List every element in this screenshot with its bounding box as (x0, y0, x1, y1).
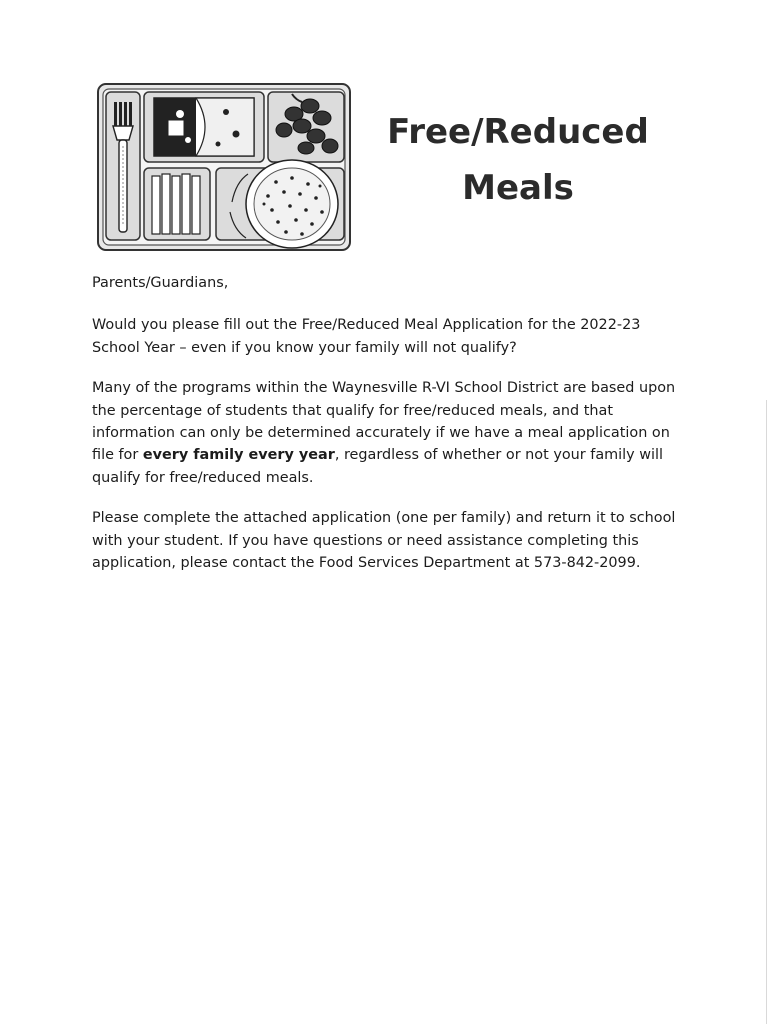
paragraph-programs (92, 377, 682, 489)
page-title (368, 104, 668, 216)
milk-carton-icon (154, 98, 254, 156)
paragraph-programs-end: , regardless of whether or not your family will qualify for free/reduced meals. (92, 447, 664, 486)
title-line-1: Free/Reduced (387, 112, 649, 152)
scan-edge-line (766, 400, 767, 1024)
title-line-2: Meals (462, 168, 574, 208)
fries-icon (152, 174, 200, 234)
lunch-tray-icon (96, 82, 352, 252)
paragraph-instructions: Please complete the attached application (one per family) and return it to school with your student. If you have questions or need assistance completing this application, please contact the Food Services Department at 573-842-2099. (92, 510, 676, 572)
letter-body (92, 272, 682, 592)
paragraph-programs-emphasis: every family every year (142, 447, 335, 464)
paragraph-programs-start: Many of the programs within the Waynesville R-VI School District are based upon the percentage of students that qualify for free/reduced meals, and that information can only be determined accurately if we have a meal application on file for (92, 380, 676, 464)
greeting: Parents/Guardians, (92, 275, 229, 291)
paragraph-request: Would you please fill out the Free/Reduced Meal Application for the 2022-23 School Year – even if you know your family will not qualify? (92, 317, 641, 356)
